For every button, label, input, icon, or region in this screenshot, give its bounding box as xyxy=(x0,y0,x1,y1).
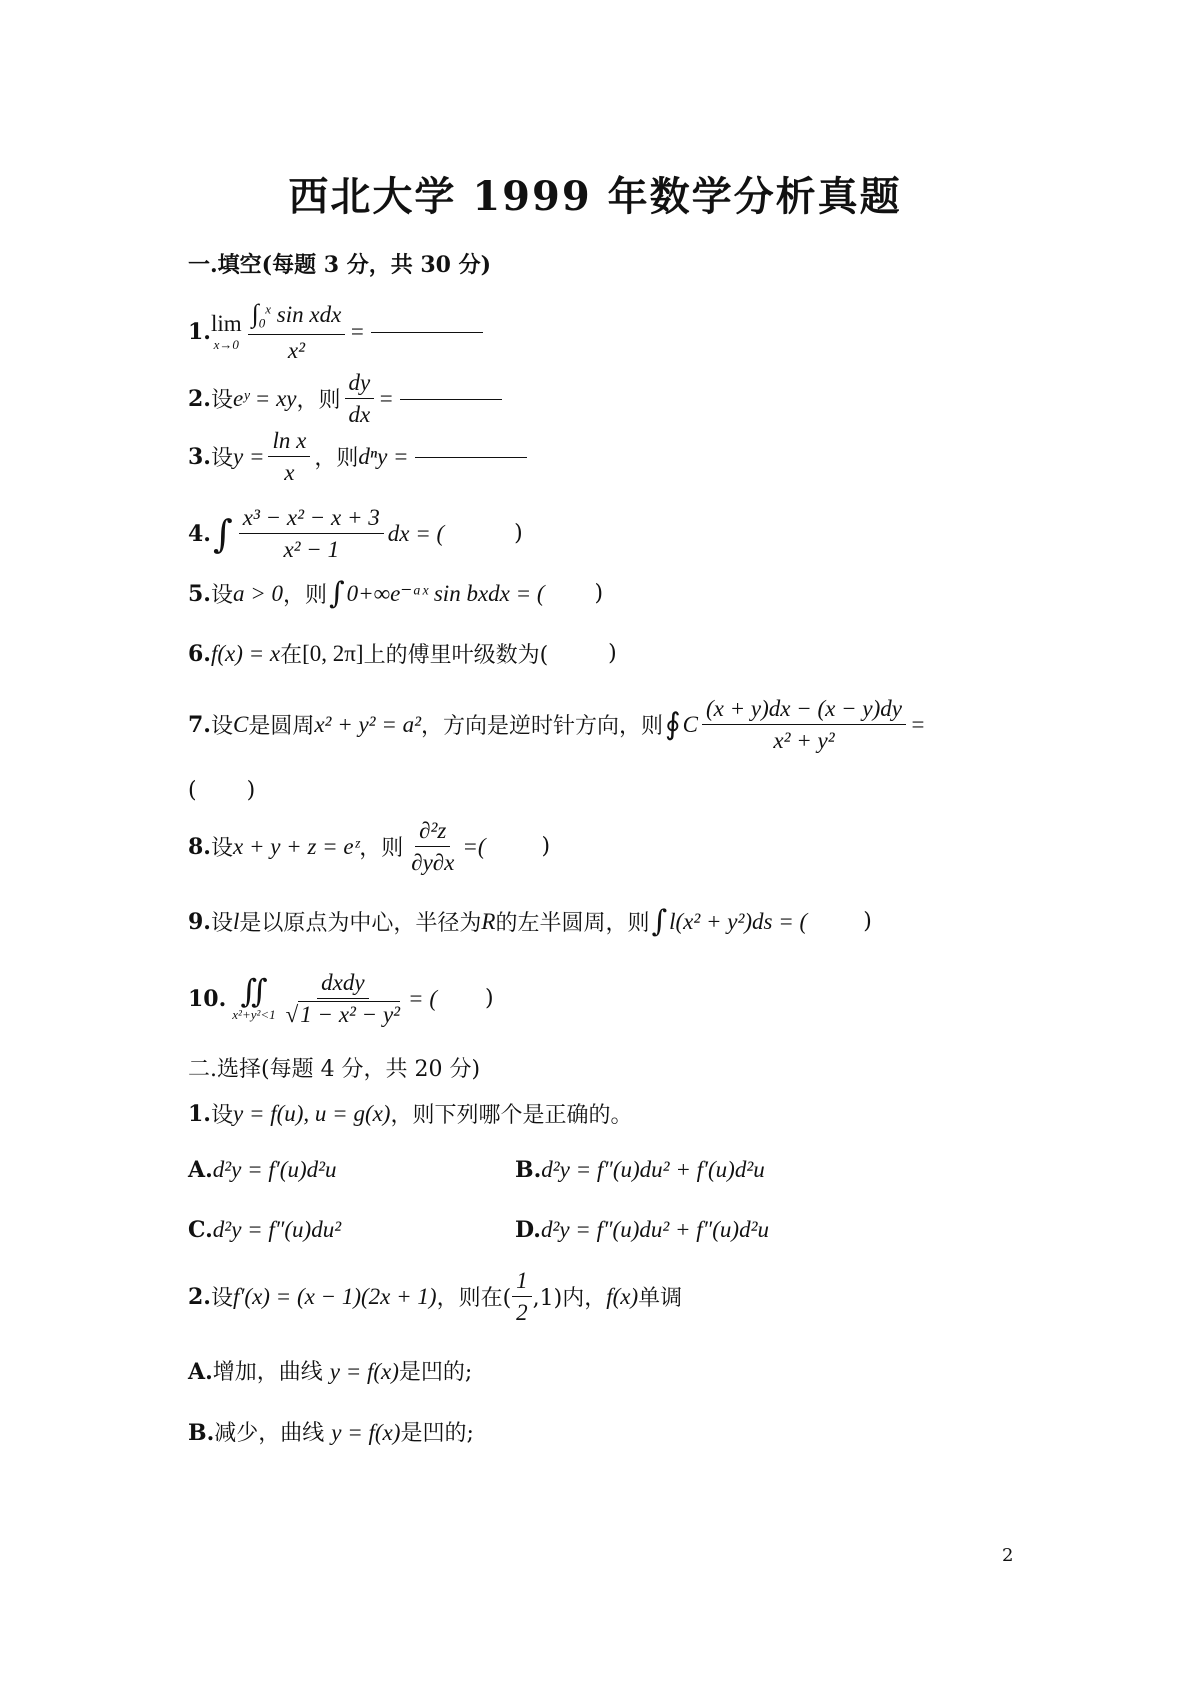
answer-blank[interactable] xyxy=(415,456,527,458)
limit-fraction xyxy=(248,300,346,363)
fraction-numerator: $\int_0^x$ sin xdx xyxy=(248,300,346,335)
answer-blank[interactable] xyxy=(400,398,502,400)
question-7: 7. 设 C 是圆周 x² + y² = a² ，方向是逆时针方向，则 ∮ C $\frac{(x + y)dx - (x - y)dy}{\text{x² + y²}}$ = xyxy=(188,696,926,754)
question-6: 6. f(x) = x 在 [0, 2π] 上的傅里叶级数为( ) xyxy=(188,640,617,668)
option-d[interactable]: D.d²y = f″(u)du² + f″(u)d²u xyxy=(515,1217,769,1243)
integral-sign: ∫ xyxy=(329,575,345,611)
page-title: 西北大学 1999 年数学分析真题 xyxy=(288,173,902,220)
integrand-fraction: $\frac{\text{dxdy}}{\text{√1 − x² − y²}}$ xyxy=(285,970,401,1028)
question-number: 1. xyxy=(188,318,211,345)
option-a[interactable]: A.增加，曲线 y = f(x)是凹的; xyxy=(188,1359,473,1385)
function-fraction: $\frac{\text{ln x}}{x}$ xyxy=(268,428,310,486)
derivative-fraction: $\frac{dy}{dx}$ xyxy=(345,370,375,428)
integral-sign: ∫ xyxy=(651,903,668,939)
question-2: 2. 设 eʸ = xy ，则 $\frac{dy}{dx}$ = xyxy=(188,370,502,428)
question-8: 8. 设 x + y + z = eᶻ ，则 $\frac{\text{∂²z}}{\partial y\partial x}$ =( ) xyxy=(188,818,551,876)
question-7-answer: ( ) xyxy=(188,778,256,803)
choice-question-1: 1. 设 y = f(u), u = g(x) ，则下列哪个是正确的。 xyxy=(188,1100,633,1128)
section-fill-in-heading: 一.填空(每题 3 分，共 30 分) xyxy=(188,252,492,278)
limit-operator: lim x→0 xyxy=(210,310,242,352)
partial-derivative-fraction: $\frac{\text{∂²z}}{\partial y\partial x}$ xyxy=(411,818,455,876)
page-number: 2 xyxy=(1002,1545,1014,1566)
question-9: 9. 设 l 是以原点为中心，半径为 R 的左半圆周，则 ∫ l (x² + y²)ds = ( ) xyxy=(188,903,872,939)
question-3: 3. 设 y = $\frac{\text{ln x}}{x}$ ，则 dⁿy = xyxy=(188,428,527,486)
option-a[interactable]: A.d²y = f′(u)d²u xyxy=(188,1157,337,1183)
question-1: 1. lim x→0 $\frac{\int_0^x \sin xdx}{\text{x²}}$ = xyxy=(188,300,483,363)
integrand-fraction: $\frac{(x + y)dx - (x - y)dy}{\text{x² + y²}}$ xyxy=(702,696,906,754)
answer-blank[interactable] xyxy=(371,331,483,333)
fraction-denominator: x² xyxy=(287,337,306,363)
question-10: 10. ∬ x²+y²<1 $\frac{\text{dxdy}}{\text{√1 − x² − y²}}$ = ( ) xyxy=(188,970,494,1028)
contour-integral-sign: ∮ xyxy=(665,706,681,742)
question-4: 4. ∫ $\frac{\text{x³ − x² − x + 3}}{\text{x² − 1}}$ dx = ( ) xyxy=(188,505,523,563)
integral-sign: ∫ xyxy=(212,511,233,556)
question-5: 5. 设 a > 0 ，则 ∫ 0 +∞ e⁻ᵃˣ sin bxdx = ( ) xyxy=(188,575,604,611)
choice-question-2: 2. 设 f′(x) = (x − 1)(2x + 1) ，则在( $\frac{1}{2}$ ,1)内， f(x) 单调 xyxy=(188,1268,683,1326)
integrand-fraction: $\frac{\text{x³ − x² − x + 3}}{\text{x² − 1}}$ xyxy=(239,505,384,563)
option-b[interactable]: B.减少，曲线 y = f(x)是凹的; xyxy=(188,1420,474,1446)
half-fraction: $\frac{1}{2}$ xyxy=(512,1268,532,1326)
option-b[interactable]: B.d²y = f″(u)du² + f′(u)d²u xyxy=(515,1157,765,1183)
double-integral: ∬ x²+y²<1 xyxy=(232,971,276,1022)
option-c[interactable]: C.d²y = f″(u)du² xyxy=(188,1217,342,1243)
section-choice-heading: 二.选择(每题 4 分，共 20 分) xyxy=(188,1057,481,1082)
